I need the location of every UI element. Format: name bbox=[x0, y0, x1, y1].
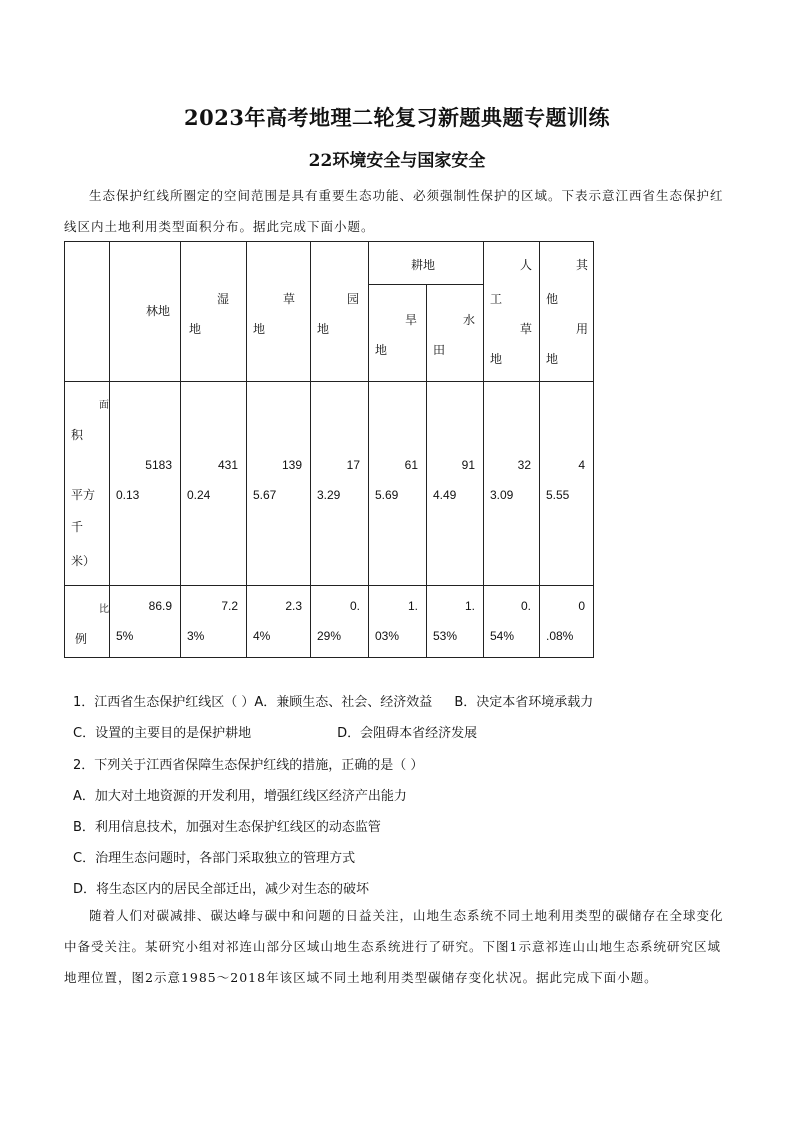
table-cell: 2.3 4% bbox=[247, 586, 311, 658]
table-cell: 0. 29% bbox=[311, 586, 369, 658]
header-paddy: 水 田 bbox=[427, 285, 484, 382]
intro-paragraph-2: 随着人们对碳减排、碳达峰与碳中和问题的日益关注，山地生态系统不同土地利用类型的碳储存在全球变化中备受关注。某研究小组对祁连山部分区域山地生态系统进行了研究。下图1示意祁连山山地生态系统研究区域地理位置，图2示意1985～2018年该区域不同土地利用类型碳储存变化状况。据此完成下面小题。 bbox=[64, 908, 724, 985]
table-cell: 17 3.29 bbox=[311, 382, 369, 586]
header-other-land: 其 他 用 地 bbox=[540, 242, 594, 382]
question-1-line bbox=[73, 691, 593, 710]
question-2-option-c[interactable]: C．治理生态问题时，各部门采取独立的管理方式 bbox=[73, 851, 356, 866]
table-cell: 1. 53% bbox=[427, 586, 484, 658]
table-row-area bbox=[65, 382, 594, 586]
question-2-option-a[interactable]: A．加大对土地资源的开发利用，增强红线区经济产出能力 bbox=[73, 789, 407, 804]
question-1-option-d[interactable]: D．会阻碍本省经济发展 bbox=[337, 726, 478, 741]
table-cell: 0. 54% bbox=[484, 586, 540, 658]
question-2-option-b[interactable]: B．利用信息技术，加强对生态保护红线区的动态监管 bbox=[73, 820, 381, 835]
question-1-line-2 bbox=[73, 722, 477, 741]
question-1-stem: 1．江西省生态保护红线区（ ） bbox=[73, 695, 255, 710]
question-1-option-c[interactable]: C．设置的主要目的是保护耕地 bbox=[73, 726, 252, 741]
table-cell: 32 3.09 bbox=[484, 382, 540, 586]
page-title: 2023年高考地理二轮复习新题典题专题训练 bbox=[184, 105, 610, 130]
question-1-option-b[interactable]: B．决定本省环境承载力 bbox=[454, 695, 594, 710]
intro-paragraph: 生态保护红线所圈定的空间范围是具有重要生态功能、必须强制性保护的区域。下表示意江西省生态保护红线区内土地利用类型面积分布。据此完成下面小题。 bbox=[64, 188, 724, 234]
table-cell: 4 5.55 bbox=[540, 382, 594, 586]
land-use-table bbox=[64, 241, 594, 658]
table-cell: 5183 0.13 bbox=[110, 382, 181, 586]
header-grassland: 草 地 bbox=[247, 242, 311, 382]
table-cell: 139 5.67 bbox=[247, 382, 311, 586]
row-label-ratio: 比 例 bbox=[65, 586, 110, 658]
question-1-option-a[interactable]: A．兼顾生态、社会、经济效益 bbox=[254, 695, 433, 710]
header-garden: 园 地 bbox=[311, 242, 369, 382]
table-cell: 1. 03% bbox=[369, 586, 427, 658]
header-cropland: 耕地 bbox=[369, 242, 484, 285]
table-cell: 431 0.24 bbox=[181, 382, 247, 586]
question-2-stem: 2．下列关于江西省保障生态保护红线的措施，正确的是（ ） bbox=[73, 758, 424, 773]
header-dry-land: 旱 地 bbox=[369, 285, 427, 382]
row-label-area: 面 积 平方 千 米） bbox=[65, 382, 110, 586]
table-cell: 61 5.69 bbox=[369, 382, 427, 586]
corner-cell bbox=[65, 242, 110, 382]
table-cell: 7.2 3% bbox=[181, 586, 247, 658]
header-forest: 林地 bbox=[110, 242, 181, 382]
table-row-ratio bbox=[65, 586, 594, 658]
header-artificial-grass: 人 工 草 地 bbox=[484, 242, 540, 382]
question-2-option-d[interactable]: D．将生态区内的居民全部迁出，减少对生态的破坏 bbox=[73, 882, 370, 897]
table-cell: 91 4.49 bbox=[427, 382, 484, 586]
table-cell: 86.9 5% bbox=[110, 586, 181, 658]
table-cell: 0 .08% bbox=[540, 586, 594, 658]
page-subtitle: 22环境安全与国家安全 bbox=[308, 151, 486, 171]
header-wetland: 湿 地 bbox=[181, 242, 247, 382]
